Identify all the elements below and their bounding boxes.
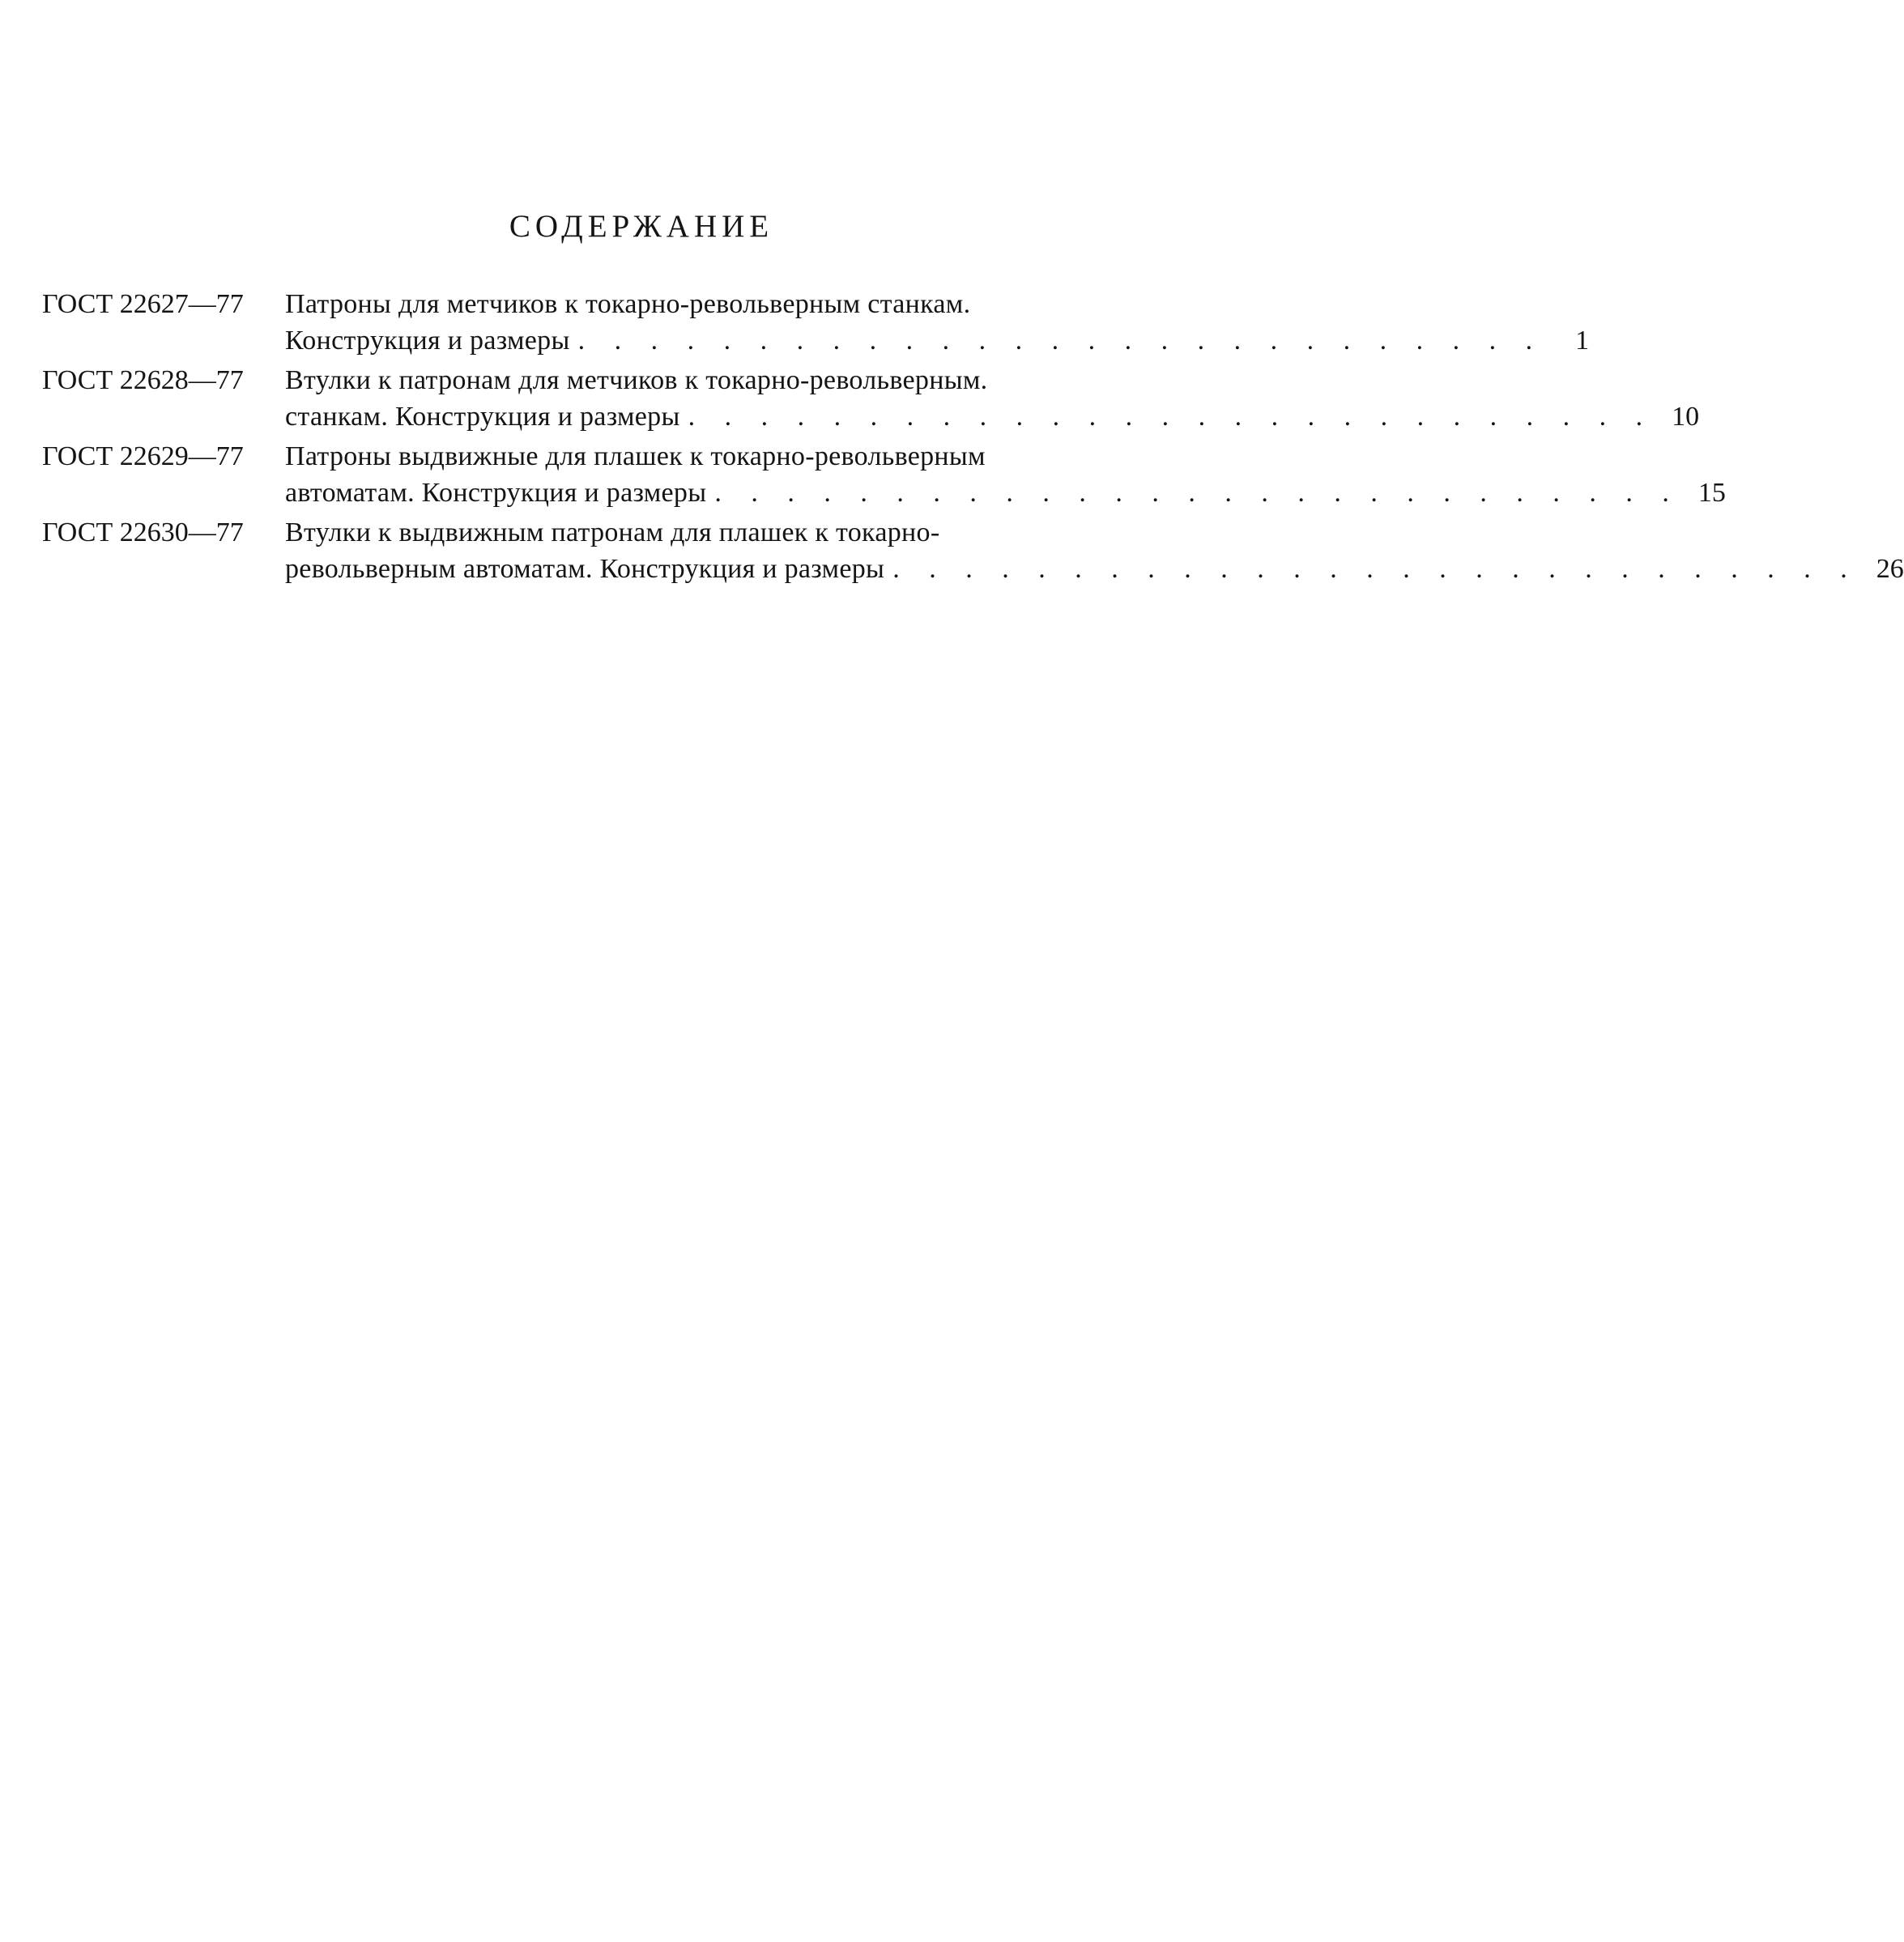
toc-entry-page-number: 15 — [1697, 478, 1726, 508]
toc-entry-title — [285, 286, 1589, 359]
toc-entry-code: ГОСТ 22629—77 — [42, 441, 244, 471]
toc-entry-title-line2-row — [285, 475, 1726, 511]
page-title: СОДЕРЖАНИЕ — [509, 209, 774, 244]
toc-entry-gost-22627 — [42, 286, 1590, 359]
toc-entry-gost-22630 — [42, 514, 1904, 587]
toc-entry-title-line2-row — [285, 551, 1904, 587]
toc-entry-code: ГОСТ 22630—77 — [42, 517, 244, 547]
toc-entry-title-line2: Конструкция и размеры — [285, 326, 570, 356]
toc-entry-title-line1: Патроны выдвижные для плашек к токарно-револьверным — [285, 441, 986, 471]
table-of-contents — [42, 286, 1904, 590]
dot-leader: . . . . . . . . . . . . . . . . . . . . . . . . . . . — [714, 478, 1680, 508]
toc-entry-code: ГОСТ 22627—77 — [42, 289, 244, 319]
toc-entry-title-line1: Втулки к патронам для метчиков к токарно-револьверным. — [285, 365, 988, 395]
toc-entry-page-number: 26 — [1876, 554, 1904, 584]
toc-entry-title-line2: станкам. Конструкция и размеры — [285, 402, 680, 432]
toc-entry-title-line2: автоматам. Конструкция и размеры — [285, 478, 707, 508]
toc-entry-title-line2: револьверным автоматам. Конструкция и размеры — [285, 554, 885, 584]
toc-entry-gost-22628 — [42, 362, 1700, 435]
dot-leader: . . . . . . . . . . . . . . . . . . . . . . . . . . . — [688, 402, 1655, 432]
toc-entry-title — [285, 362, 1699, 435]
dot-leader: . . . . . . . . . . . . . . . . . . . . . . . . . . . — [892, 554, 1859, 584]
dot-leader: . . . . . . . . . . . . . . . . . . . . . . . . . . . — [577, 326, 1544, 356]
toc-entry-title-line1: Патроны для метчиков к токарно-револьверным станкам. — [285, 289, 971, 319]
toc-entry-gost-22629 — [42, 438, 1726, 511]
toc-entry-title-line2-row — [285, 398, 1699, 435]
toc-entry-page-number: 10 — [1672, 402, 1700, 432]
toc-entry-title — [285, 438, 1726, 511]
toc-entry-title-line2-row — [285, 322, 1589, 359]
toc-entry-title — [285, 514, 1904, 587]
toc-entry-title-line1: Втулки к выдвижным патронам для плашек к токарно- — [285, 517, 940, 547]
toc-entry-code: ГОСТ 22628—77 — [42, 365, 244, 395]
toc-entry-page-number: 1 — [1575, 326, 1590, 356]
